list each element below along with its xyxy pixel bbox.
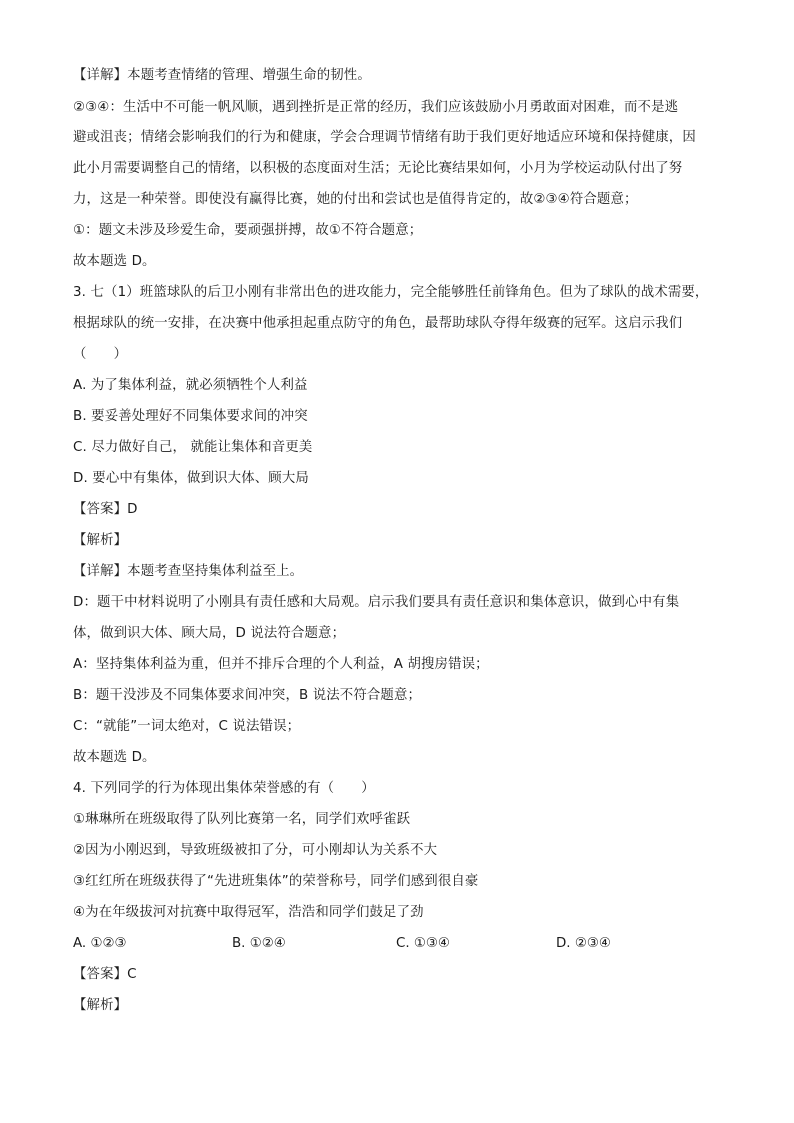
text-line: 故本题选 D。: [73, 254, 156, 269]
question-3-stem: 3. 七（1）班篮球队的后卫小刚有非常出色的进攻能力，完全能够胜任前锋角色。但为了球队的战术需要，: [73, 285, 709, 300]
text-line: C：“就能”一词太绝对，C 说法错误；: [73, 719, 301, 734]
statement-2: ②因为小刚迟到，导致班级被扣了分，可小刚却认为关系不大: [73, 843, 438, 858]
text-line: 故本题选 D。: [73, 750, 156, 765]
text-line: 体，做到识大体、顾大局，D 说法符合题意；: [73, 626, 346, 641]
text-line: 此小月需要调整自己的情绪，以积极的态度面对生活；无论比赛结果如何，小月为学校运动队付出了努: [73, 161, 683, 176]
text-line: A：坚持集体利益为重，但并不排斥合理的个人利益，A 胡搜房错误；: [73, 657, 489, 672]
analysis-label: 【解析】: [73, 998, 128, 1013]
question-4-stem: 4. 下列同学的行为体现出集体荣誉感的有（ ）: [73, 781, 375, 796]
option-b: B. ①②④: [232, 936, 286, 951]
option-d: D. 要心中有集体，做到识大体、顾大局: [73, 471, 309, 486]
option-a: A. 为了集体利益，就必须牺牲个人利益: [73, 378, 308, 393]
statement-3: ③红红所在班级获得了“先进班集体”的荣誉称号，同学们感到很自豪: [73, 874, 479, 889]
option-a: A. ①②③: [73, 936, 127, 951]
option-d: D. ②③④: [556, 936, 611, 951]
option-c: C. 尽力做好自己， 就能让集体和音更美: [73, 440, 313, 455]
answer-bracket: （ ）: [73, 347, 128, 362]
question-3-stem: 根据球队的统一安排，在决赛中他承担起重点防守的角色，最帮助球队夺得年级赛的冠军。这启示我们: [73, 316, 683, 331]
text-line: ②③④：生活中不可能一帆风顺，遇到挫折是正常的经历，我们应该鼓励小月勇敢面对困难，而不是逃: [73, 100, 679, 115]
option-c: C. ①③④: [396, 936, 450, 951]
answer-label: 【答案】C: [73, 967, 137, 982]
text-line: B：题干没涉及不同集体要求间冲突，B 说法不符合题意；: [73, 688, 422, 703]
answer-label: 【答案】D: [73, 502, 138, 517]
text-line: 避或沮丧；情绪会影响我们的行为和健康，学会合理调节情绪有助于我们更好地适应环境和保持健康，因: [73, 130, 696, 145]
text-line: 【详解】本题考查坚持集体利益至上。: [73, 564, 304, 579]
text-line: 力，这是一种荣誉。即使没有赢得比赛，她的付出和尝试也是值得肯定的，故②③④符合题意；: [73, 192, 638, 207]
option-b: B. 要妥善处理好不同集体要求间的冲突: [73, 409, 308, 424]
analysis-label: 【解析】: [73, 533, 128, 548]
text-line: D：题干中材料说明了小刚具有责任感和大局观。启示我们要具有责任意识和集体意识，做到心中有集: [73, 595, 680, 610]
statement-4: ④为在年级拔河对抗赛中取得冠军，浩浩和同学们鼓足了劲: [73, 905, 424, 920]
statement-1: ①琳琳所在班级取得了队列比赛第一名，同学们欢呼雀跃: [73, 812, 411, 827]
text-line: 【详解】本题考查情绪的管理、增强生命的韧性。: [73, 68, 371, 83]
text-line: ①：题文未涉及珍爱生命，要顽强拼搏，故①不符合题意；: [73, 223, 423, 238]
